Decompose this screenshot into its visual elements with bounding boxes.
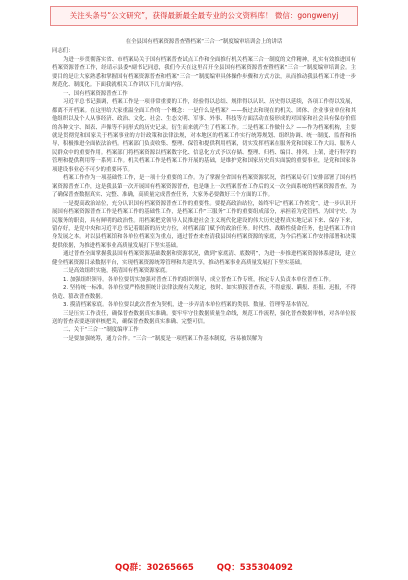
section-heading-2: 二、关于“三合一”制度编审工作 [63,327,139,334]
contact-footer [0,560,408,576]
section-heading-1: 一、国有档案资源普查工作 [63,90,128,97]
paragraph: 一是要加强统筹，通力合作。“三合一”制度是一项档案工作基本制度，容易被误解为 [63,335,263,342]
wechat-id[interactable]: gongwenyj [297,11,339,20]
paragraph: 一是提高政治站位，充分认识国有档案资源普查工作的重要性。要提高政治站位，始终牢记“档案工作姓党”，进一步认识开展国有档案资源普查工作是档案工作的基础性工作，是档案工作“三服务”工作的重要组成部分，承担着为党管档、为国守史、为民服务的职责，具有鲜明的政治性。用档案把党领导人民推进社会主义现代化建设的伟大历史进程真实地记录下来、保存下来，留存好，是党中央和习近平总书记着眼新的历史方位，对档案部门赋予的政治任务。时代性、战略性使命任务，也是档案工作自身发展之本。对以县档案馆和各单位档案室为重点，通过普查来查清我县国有档案资源的家底，为今后档案工作安排部署和决策提供依据，为推进档案事业高质量发展打下坚实基础。 [52,200,356,249]
salutation: 同志们： [52,48,74,55]
paragraph: 3. 摸清档案家底。各单位要以此次普查为契机，进一步弄清本单位档案的类别、数量、管理等基本情况。 [63,302,313,309]
paragraph: 三是压实工作责任，确保普查数据真实准确。要牢牢守住数据质量生命线，规范工作流程，强化普查数据审核，对各单位报送的普查表要逐项审核把关，确保普查数据真实准确、完整可信。 [52,310,356,325]
promo-banner [50,6,358,26]
promo-banner-text: 关注头条号“公文研究”，获得最新最全最专业的公文资料库！ [69,11,273,20]
paragraph: 2. 坚持统一标准。各单位要严格按照统计法律法规有关规定，按时、如实填报普查表，不得虚报、瞒报、拒报、迟报，不得伪造、篡改普查数据。 [52,285,356,300]
document-body [52,38,356,550]
paragraph: 档案工作作为一项基础性工作，是一项十分重要的工作。为了掌握全省国有档案资源状况，省档案局专门安排部署了国有档案资源普查工作，这是我县第一次开展国有档案资源普查，也是继上一次档案普查工作后的又一次全面系统的档案资源普查，为了确保普查数据真实、完整、准确，高质量完成普查任务，大家务必要做好三个方面的工作。 [52,175,356,199]
paragraph: 1. 加强组织领导。各单位要切实加强对普查工作的组织领导，成立普查工作专班，指定专人负责本单位普查工作。 [63,276,334,283]
paragraph: 习近平总书记强调，档案工作是一项非常重要的工作，经验得以总结、规律得以认识、历史得以延续，各项工作得以发展，都离不开档案。在这里给大家重温全面工作的一个概念：一是什么是档案？——指过去和现在的机关、团体、企业事业单位和其他组织以及个人从事经济、政治、文化、社会、生态文明、军事、外事、科技等方面活动直接形成的对国家和社会具有保存价值的各种文字、图表、声像等不同形式的历史记录。衍生而来就产生了档案工作。二是档案工作做什么？——作为档案机构，主要就是贯彻党和国家关于档案事业的方针政策和法律法规，对本地区的档案工作实行统筹规划、组织协调、统一制度、监督和指导，积极推进全面依法治档。档案部门负责收集、整理、保管和提供利用档案，切实发挥档案在服务党和国家工作大局、服务人民群众中的重要作用。档案部门将档案资源以档案数字化、信息化方式予以存储、整理、归档、编目、排列、上架，进行科学的管理和提供利用等一系列工作。机关档案工作是档案工作开展的基础，是维护党和国家历史真实面貌的重要事业，是党和国家各项建设事业必不可少的重要环节。 [52,99,356,173]
paragraph-intro: 为进一步贯彻落实省、市档案局关于国有档案普查试点工作和全面推行机关档案三合一制度的文件精神，扎实有效推进国有档案资源普查工作，经请示县委*副书记同意，我们今天在这里召开全县国有档案资源普查暨档案“三合一”制度编审培训会。主要目的是让大家熟悉和掌握国有档案资源普查和档案“三合一”制度编审具体操作步骤和方式方法，从而推动我县档案工作进一步规范化、制度化。下面我就相关工作讲以下几方面内容。 [52,56,356,89]
paragraph: 通过普查全面掌握我县国有档案资源基础数据和资源状况，做到“家底清、底数明”，为进一步推进档案资源体系建设，建立健全档案资源目录数据平台，实现档案资源统筹管理和共建共享，推动档案事业高质量发展打下坚实基础。 [52,251,356,266]
paragraph: 二是高效组织实施，摸清国有档案资源家底。 [63,268,171,275]
wechat-label: 微信： [274,11,298,20]
qq-group: QQ群：30265665 [115,563,194,573]
qq-number: QQ：535304092 [216,563,293,573]
document-title: 在全县国有档案资源普查暨档案“三合一”制度编审培训会上的讲话 [125,39,283,45]
